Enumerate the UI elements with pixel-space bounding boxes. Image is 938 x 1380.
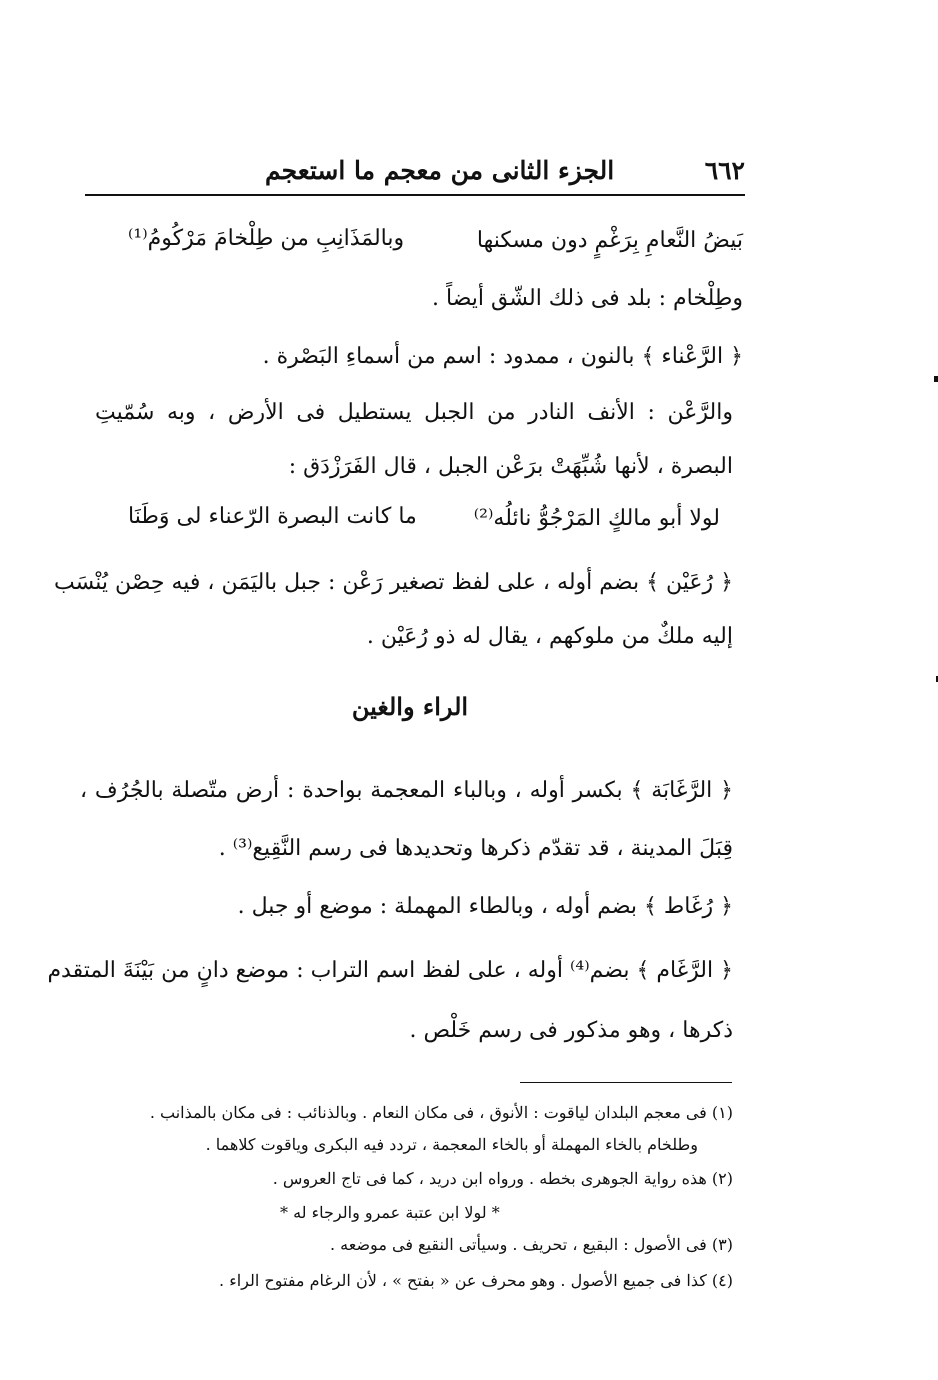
- text-line: والرَّعْن : الأنف النادر من الجبل يستطيل فى الأرض ، وبه سُمّيتِ: [95, 400, 733, 425]
- footnote-1-continued: وطلخام بالخاء المهملة أو بالخاء المعجمة ، تردد فيه البكرى وياقوت كلاهما .: [205, 1135, 698, 1154]
- text-line: قِبَلَ المدينة ، قد تقدّم ذكرها وتحديدها فى رسم النَّقِيع⁽³⁾ .: [218, 836, 733, 861]
- footnote-4: (٤) كذا فى جميع الأصول . وهو محرف عن « بفتح » ، لأن الرغام مفتوح الراء .: [219, 1271, 733, 1290]
- margin-mark: [934, 376, 938, 382]
- header-rule: [85, 194, 745, 196]
- verse1-first-hemistich: بَيضُ النَّعامِ بِرَغْمٍ دون مسكنها: [476, 228, 743, 253]
- entry-al-raghaba: ﴿ الرَّغَابَة ﴾ بكسر أوله ، وبالباء المعجمة بواحدة : أرض متّصلة بالجُرُف ،: [80, 778, 733, 803]
- footnote-rule: [520, 1082, 732, 1083]
- page-number: ٦٦٢: [704, 155, 745, 185]
- text-line: وطِلْخام : بلد فى ذلك الشّق أيضاً .: [432, 286, 743, 311]
- footnote-1: (١) فى معجم البلدان لياقوت : الأنوق ، فى مكان النعام . وبالذنائب : فى مكان بالمذانب .: [149, 1103, 733, 1122]
- verse2-second-hemistich: ما كانت البصرة الرّعناء لى وَطَنَا: [128, 504, 417, 529]
- entry-al-raana: ﴿ الرَّعْناء ﴾ بالنون ، ممدود : اسم من أسماءِ البَصْرة .: [262, 344, 743, 369]
- text-line: إليه ملكٌ من ملوكهم ، يقال له ذو رُعَيْن .: [366, 624, 733, 649]
- text-line: البصرة ، لأنها شُبِّهَتْ برَعْن الجبل ، قال الفَرَزْدَق :: [288, 454, 733, 479]
- section-title: الراء والغين: [351, 692, 469, 721]
- page-header: [85, 150, 745, 190]
- entry-al-ragham: ﴿ الرَّغَام ﴾ بضم⁽⁴⁾ أوله ، على لفظ اسم التراب : موضع دانٍ من بَيْنَةَ المتقدم: [47, 958, 733, 983]
- running-title: الجزء الثانى من معجم ما استعجم: [265, 155, 615, 185]
- verse1-second-hemistich: وبالمَذَانِبِ من طِلْخامَ مَرْكُومُ⁽¹⁾: [128, 226, 405, 251]
- footnote-2-verse: * لولا ابن عتبة عمرو والرجاء له *: [280, 1203, 500, 1222]
- entry-rughat: ﴿ رُغَاط ﴾ بضم أوله ، وبالطاء المهملة : موضع أو جبل .: [237, 894, 733, 919]
- footnote-3: (٣) فى الأصول : البقيع ، تحريف . وسيأتى النقيع فى موضعه .: [330, 1235, 733, 1254]
- verse2-first-hemistich: لولا أبو مالكٍ المَرْجُوُّ نائلُه⁽²⁾: [473, 506, 720, 531]
- entry-ruayn: ﴿ رُعَيْن ﴾ بضم أوله ، على لفظ تصغير رَعْن : جبل باليَمَن ، فيه حِصْن يُنْسَب: [54, 570, 733, 595]
- footnote-2: (٢) هذه رواية الجوهرى بخطه . ورواه ابن دريد ، كما فى تاج العروس .: [272, 1169, 733, 1188]
- text-line: ذكرها ، وهو مذكور فى رسم خَلْص .: [409, 1018, 733, 1043]
